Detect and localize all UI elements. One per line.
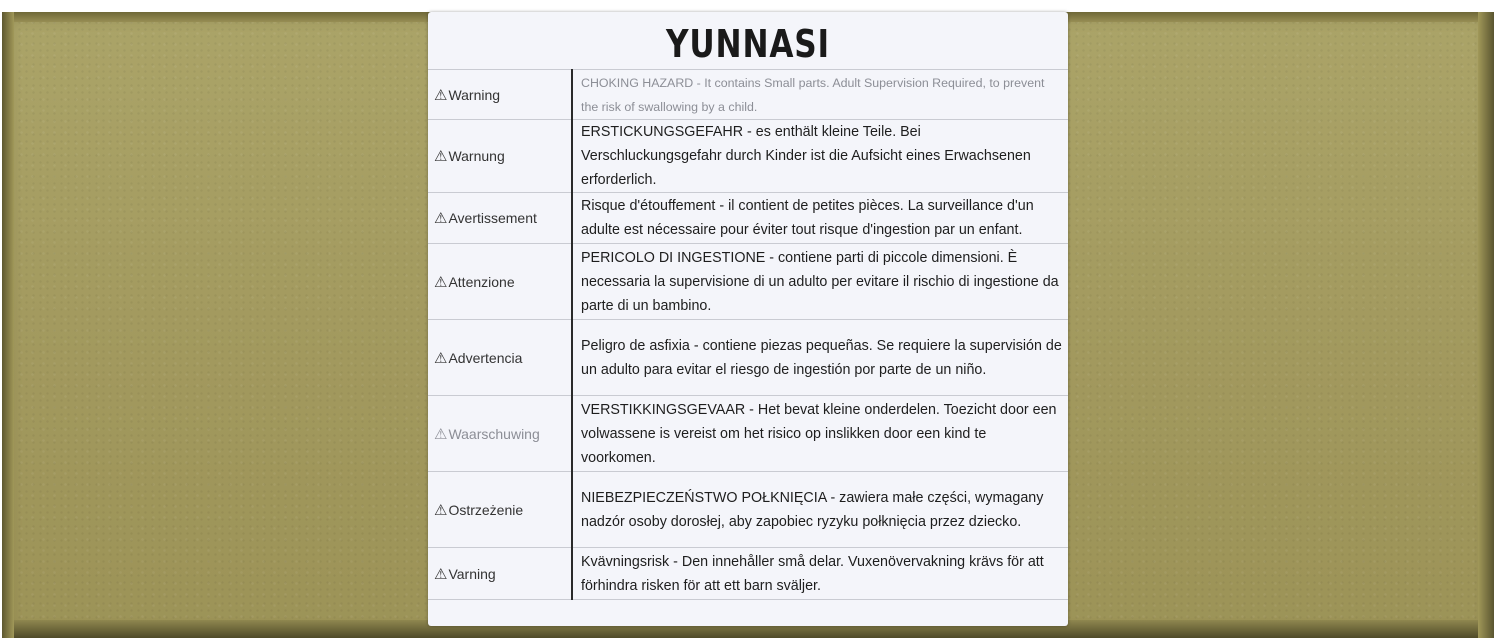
warning-text: Peligro de asfixia - contiene piezas pequeñas. Se requiere la supervisión de un adulto para evitar el riesgo de ingestión por parte de un niño. xyxy=(572,320,1068,396)
warning-row xyxy=(428,320,1068,396)
warning-label xyxy=(428,12,1068,626)
box-right-edge xyxy=(1478,12,1494,638)
warning-triangle-icon: ⚠ xyxy=(434,273,448,291)
warning-triangle-icon: ⚠ xyxy=(434,425,448,443)
warning-text: Risque d'étouffement - il contient de petites pièces. La surveillance d'un adulte est nécessaire pour éviter tout risque d'ingestion par un enfant. xyxy=(572,193,1068,244)
warning-triangle-icon: ⚠ xyxy=(434,565,448,583)
warning-text: VERSTIKKINGSGEVAAR - Het bevat kleine onderdelen. Toezicht door een volwassene is vereist om het risico op inslikken door een kind te voorkomen. xyxy=(572,396,1068,472)
warning-row xyxy=(428,396,1068,472)
warning-triangle-icon: ⚠ xyxy=(434,501,448,519)
warning-text: PERICOLO DI INGESTIONE - contiene parti di piccole dimensioni. È necessaria la supervisione di un adulto per evitare il rischio di ingestione da parte di un bambino. xyxy=(572,244,1068,320)
warning-row xyxy=(428,472,1068,548)
warning-language-label: Warning xyxy=(448,86,501,103)
warning-language-label: Avertissement xyxy=(448,210,537,226)
warning-triangle-icon: ⚠ xyxy=(434,148,448,165)
warning-language-label: Advertencia xyxy=(448,349,523,366)
warning-text: NIEBEZPIECZEŃSTWO POŁKNIĘCIA - zawiera małe części, wymagany nadzór osoby dorosłej, aby zapobiec ryzyku połknięcia przez dziecko. xyxy=(572,472,1068,548)
warning-language-label: Warnung xyxy=(448,148,505,164)
warning-language-label: Waarschuwing xyxy=(448,425,540,442)
warning-text: CHOKING HAZARD - It contains Small parts. Adult Supervision Required, to prevent the risk of swallowing by a child. xyxy=(572,70,1068,120)
warning-row xyxy=(428,120,1068,193)
warning-triangle-icon: ⚠ xyxy=(434,210,448,227)
warning-row xyxy=(428,244,1068,320)
warning-row xyxy=(428,193,1068,244)
warning-language-label: Attenzione xyxy=(448,273,515,290)
warning-triangle-icon: ⚠ xyxy=(434,349,448,367)
warning-text: ERSTICKUNGSGEFAHR - es enthält kleine Teile. Bei Verschluckungsgefahr durch Kinder ist die Aufsicht eines Erwachsenen erforderlich. xyxy=(572,120,1068,193)
warning-row xyxy=(428,70,1068,120)
box-left-edge xyxy=(2,12,14,638)
warning-language-label: Ostrzeżenie xyxy=(448,501,524,518)
warning-text: Kvävningsrisk - Den innehåller små delar. Vuxenövervakning krävs för att förhindra risken för att ett barn sväljer. xyxy=(572,548,1068,600)
brand-logo: YUNNASI xyxy=(666,22,830,66)
warning-row xyxy=(428,548,1068,600)
warning-triangle-icon: ⚠ xyxy=(434,86,448,104)
warning-language-label: Varning xyxy=(448,565,496,582)
warnings-table xyxy=(428,69,1068,600)
